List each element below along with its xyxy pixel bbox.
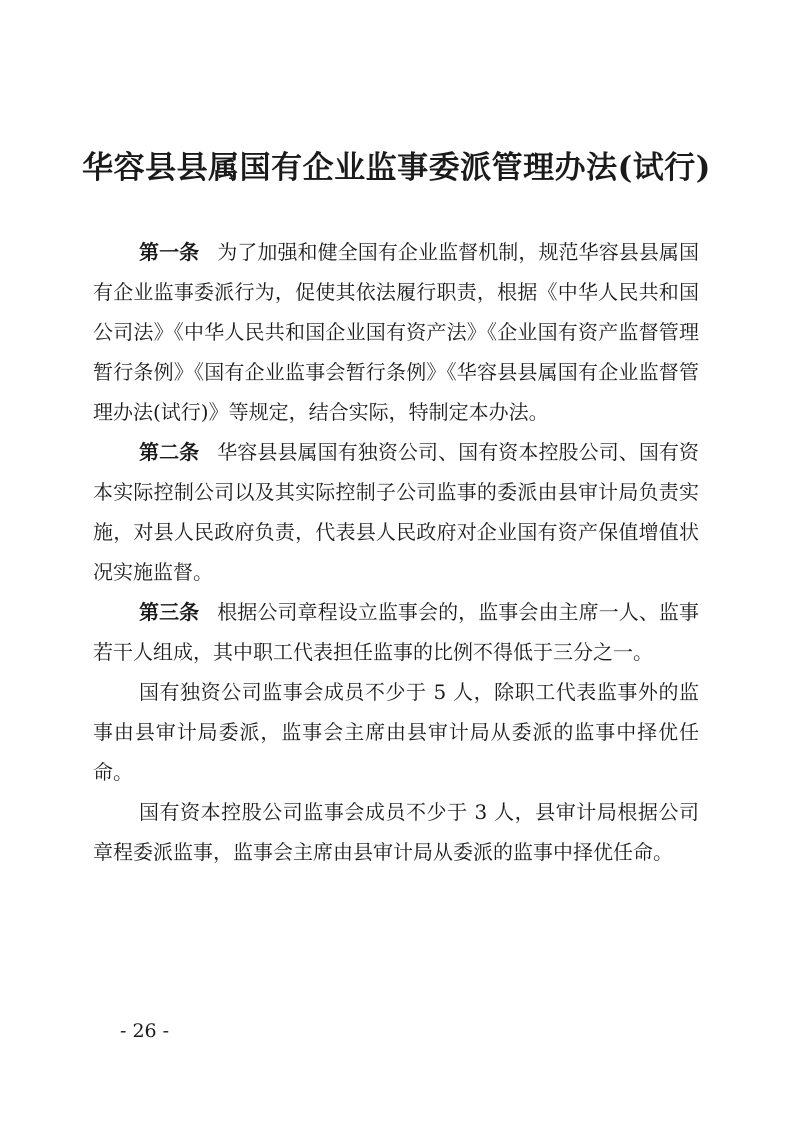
article-2-paragraph [93,432,699,592]
article-3-paragraph [93,592,699,672]
document-body [93,232,699,872]
article-text: 华容县县属国有独资公司、国有资本控股公司、国有资本实际控制公司以及其实际控制子公司监事的委派由县审计局负责实施，对县人民政府负责，代表县人民政府对企业国有资产保值增值状况实施监督。 [93,440,700,584]
article-number: 第一条 [139,240,200,264]
article-3-clause-2 [93,672,699,792]
article-number: 第三条 [139,600,200,624]
article-text: 根据公司章程设立监事会的，监事会由主席一人、监事若干人组成，其中职工代表担任监事的比例不得低于三分之一。 [93,600,700,664]
clause-text: 国有独资公司监事会成员不少于 5 人，除职工代表监事外的监事由县审计局委派，监事会主席由县审计局从委派的监事中择优任命。 [93,680,699,784]
article-number: 第二条 [139,440,200,464]
article-3-clause-3 [93,792,699,872]
document-title: 华容县县属国有企业监事委派管理办法(试行) [82,150,711,186]
clause-text: 国有资本控股公司监事会成员不少于 3 人，县审计局根据公司章程委派监事，监事会主席由县审计局从委派的监事中择优任命。 [93,800,699,864]
page-number: - 26 - [120,1020,170,1042]
article-1-paragraph [93,232,699,432]
article-text: 为了加强和健全国有企业监督机制，规范华容县县属国有企业监事委派行为，促使其依法履行职责，根据《中华人民共和国公司法》《中华人民共和国企业国有资产法》《企业国有资产监督管理暂行条例》《国有企业监事会暂行条例》《华容县县属国有企业监督管理办法(试行)》等规定，结合实际，特制定本办法。 [93,240,700,424]
